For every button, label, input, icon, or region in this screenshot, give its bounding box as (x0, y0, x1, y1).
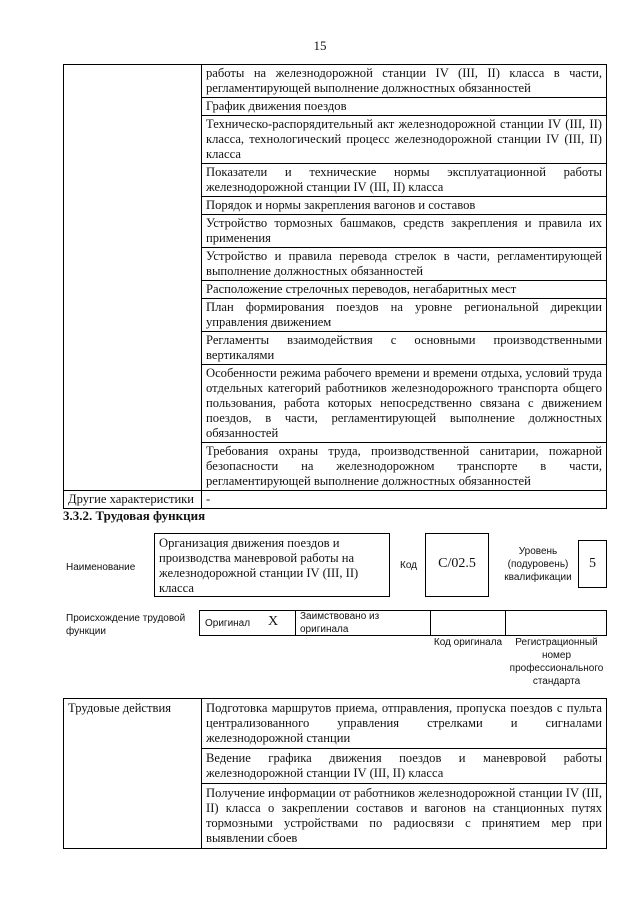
knowledge-item: работы на железнодорожной станции IV (III, II) класса в части, регламентирующей выполнение должностных обязанностей (202, 65, 607, 98)
knowledge-table (63, 64, 607, 509)
name-label: Наименование (66, 562, 136, 573)
function-name-box (154, 533, 390, 597)
knowledge-label-cell (64, 65, 202, 491)
level-label: Уровень (подуровень) квалификации (504, 546, 572, 583)
code-original-caption: Код оригинала (433, 637, 503, 648)
borrowed-label: Заимствовано из оригинала (300, 611, 380, 635)
knowledge-item: Расположение стрелочных переводов, негабаритных мест (202, 281, 607, 299)
code-value-box (425, 533, 489, 597)
original-label: Оригинал (205, 618, 251, 629)
section-title: 3.3.2. Трудовая функция (63, 508, 206, 523)
other-characteristics-label: Другие характеристики (64, 491, 202, 509)
knowledge-item: Техническо-распорядительный акт железнодорожной станции IV (III, II) класса, технологический процесс железнодорожной станции IV (III, II) класса (202, 116, 607, 164)
page-number: 15 (313, 38, 327, 53)
actions-table (63, 698, 607, 849)
other-characteristics-value: - (202, 491, 607, 509)
action-item: Получение информации от работников железнодорожной станции IV (III, II) класса о закреплении составов и вагонов на станционных путях тормозными устройствами по радиосвязи с принятием мер при выявлении сбоев (202, 784, 607, 849)
knowledge-item: План формирования поездов на уровне региональной дирекции управления движением (202, 299, 607, 332)
level-value: 5 (589, 556, 596, 571)
knowledge-item: Устройство и правила перевода стрелок в части, регламентирующей выполнение должностных обязанностей (202, 248, 607, 281)
knowledge-item: Особенности режима рабочего времени и времени отдыха, условий труда отдельных категорий работников железнодорожного транспорта общего пользования, работа которых непосредственно связана с движением поездов, в части, регламентирующей выполнение должностных обязанностей (202, 365, 607, 443)
actions-label: Трудовые действия (64, 699, 202, 849)
reg-number-caption: Регистрационный номер профессионального стандарта (509, 637, 604, 687)
origin-label: Происхождение трудовой функции (66, 613, 186, 637)
function-name-value: Организация движения поездов и производства маневровой работы на железнодорожной станции IV (III, II) класса (159, 536, 359, 595)
knowledge-item: Требования охраны труда, производственной санитарии, пожарной безопасности на железнодорожном транспорте в части, регламентирующей выполнение должностных обязанностей (202, 443, 607, 491)
knowledge-item: Регламенты взаимодействия с основными производственными вертикалями (202, 332, 607, 365)
action-item: Подготовка маршрутов приема, отправления, пропуска поездов с пульта централизованного управления стрелками и сигналами железнодорожной станции (202, 699, 607, 749)
knowledge-item: Устройство тормозных башмаков, средств закрепления и правила их применения (202, 215, 607, 248)
knowledge-item: График движения поездов (202, 98, 607, 116)
code-original-cell (430, 610, 506, 636)
code-value: C/02.5 (438, 556, 476, 571)
knowledge-item: Показатели и технические нормы эксплуатационной работы железнодорожной станции IV (III, II) класса (202, 164, 607, 197)
code-label: Код (400, 560, 418, 571)
original-mark: X (268, 614, 279, 629)
action-item: Ведение графика движения поездов и маневровой работы железнодорожной станции IV (III, II) класса (202, 749, 607, 784)
level-value-box (578, 540, 607, 588)
knowledge-item: Порядок и нормы закрепления вагонов и составов (202, 197, 607, 215)
